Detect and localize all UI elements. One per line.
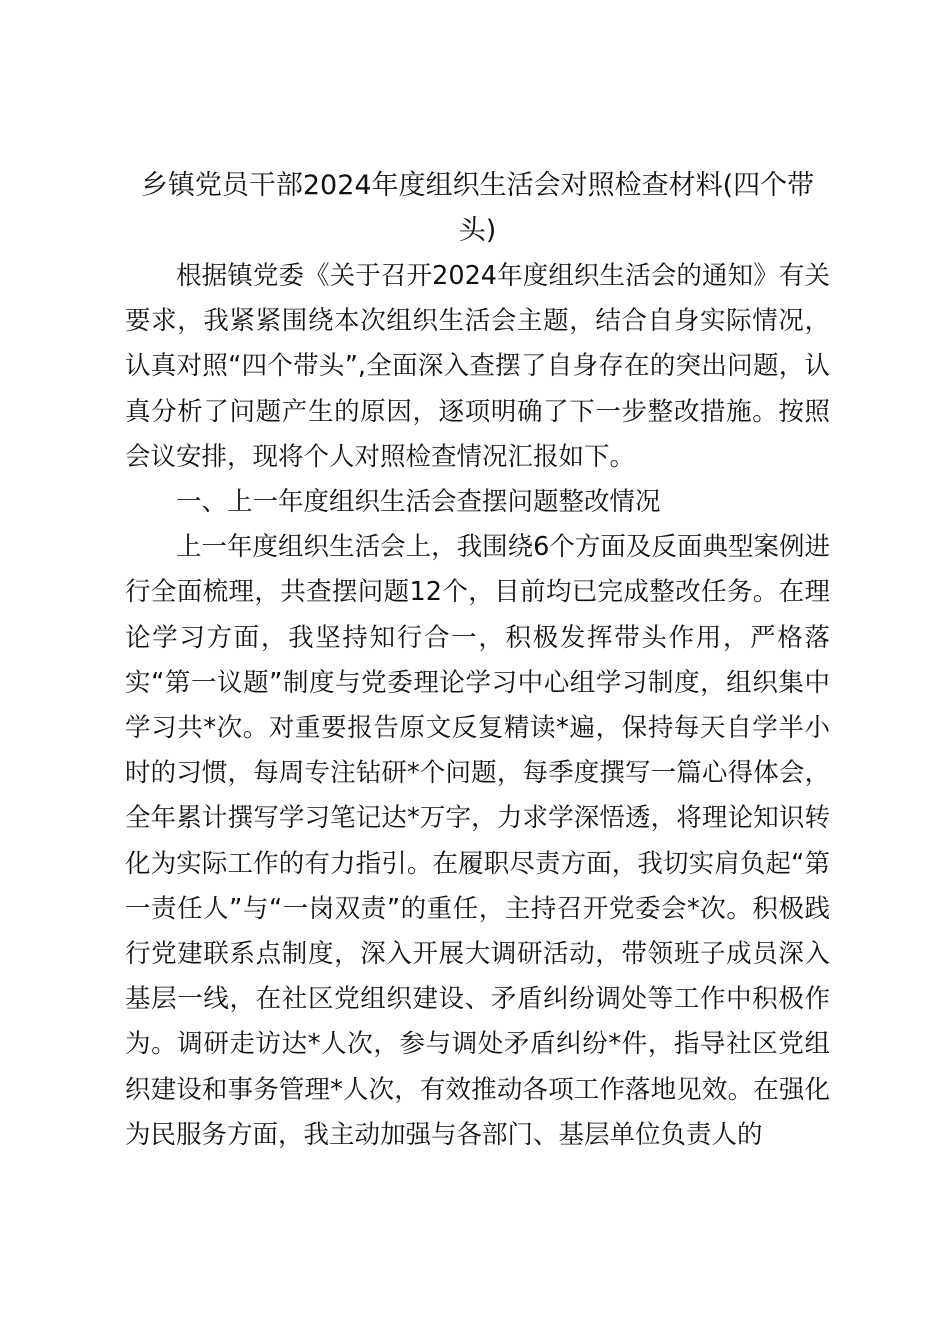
body-paragraph: 上一年度组织生活会上，我围绕6个方面及反面典型案例进行全面梳理，共查摆问题12个，目前均已完成整改任务。在理论学习方面，我坚持知行合一，积极发挥带头作用，严格落实“第一议题”制度与党委理论学习中心组学习制度，组织集中学习共*次。对重要报告原文反复精读*遍，保持每天自学半小时的习惯，每周专注钻研*个问题，每季度撰写一篇心得体会，全年累计撰写学习笔记达*万字，力求学深悟透，将理论知识转化为实际工作的有力指引。在履职尽责方面，我切实肩负起“第一责任人”与“一岗双责”的重任，主持召开党委会*次。积极践行党建联系点制度，深入开展大调研活动，带领班子成员深入基层一线，在社区党组织建设、矛盾纠纷调处等工作中积极作为。调研走访达*人次，参与调处矛盾纠纷*件，指导社区党组织建设和事务管理*人次，有效推动各项工作落地见效。在强化为民服务方面，我主动加强与各部门、基层单位负责人的 — [125, 532, 830, 1150]
document-title: 乡镇党员干部2024年度组织生活会对照检查材料(四个带头) — [140, 170, 815, 246]
section-heading-one: 一、上一年度组织生活会查摆问题整改情况 — [176, 487, 661, 518]
intro-paragraph: 根据镇党委《关于召开2024年度组织生活会的通知》有关要求，我紧紧围绕本次组织生活会主题，结合自身实际情况，认真对照“四个带头”,全面深入查摆了自身存在的突出问题，认真分析了问题产生的原因，逐项明确了下一步整改措施。按照会议安排，现将个人对照检查情况汇报如下。 — [125, 261, 830, 472]
document-body — [125, 163, 830, 1158]
